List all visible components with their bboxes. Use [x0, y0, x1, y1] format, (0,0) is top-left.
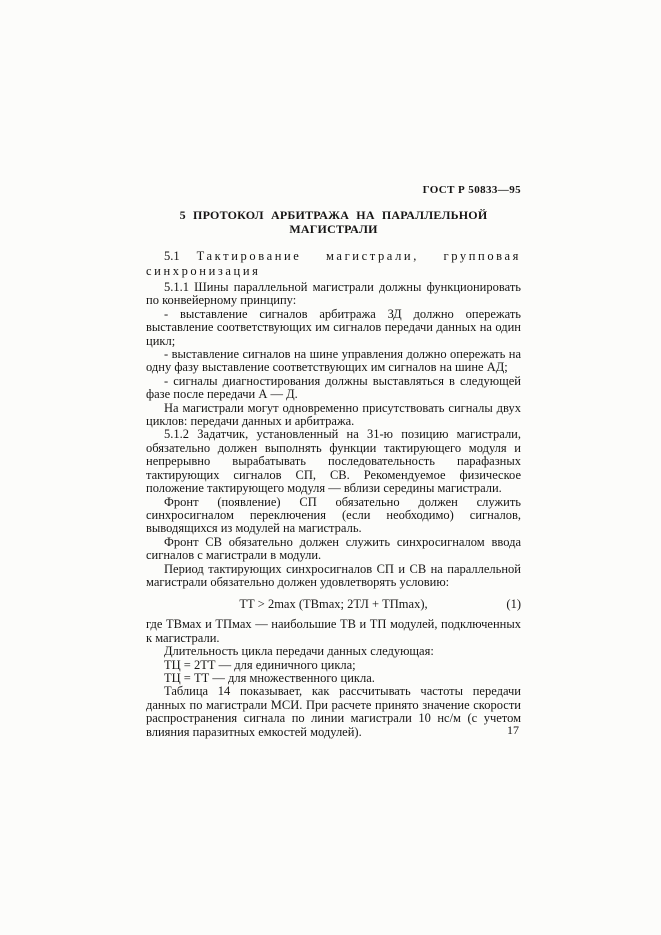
paragraph-tc-single-cycle: ТЦ = 2ТТ — для единичного цикла;: [164, 657, 356, 672]
list-item-dash-3: - сигналы диагностирования должны выставляться в следующей фазе после передачи А — Д.: [146, 373, 521, 402]
paragraph-5-1-2: 5.1.2 Задатчик, установленный на 31-ю позицию магистрали, обязательно должен выполнять функции тактирующего модуля и непрерывно вырабатывать последовательность парафазных тактирующих сигналов СП, СВ. Рекомендуемое физическое положение тактирующего модуля — вблизи середины магистрали.: [146, 427, 521, 496]
formula-expression: ТТ > 2max (ТВmax; 2ТЛ + ТПmax),: [239, 597, 428, 612]
paragraph-period-condition: Период тактирующих синхросигналов СП и СВ на параллельной магистрали обязательно должен удовлетворять условию:: [146, 561, 521, 589]
page-content: [146, 184, 521, 739]
paragraph-cycle-duration: Длительность цикла передачи данных следующая:: [164, 644, 434, 659]
subsection-number: 5.1: [164, 249, 180, 263]
subsection-title: Тактирование магистрали, групповая синхронизация: [146, 249, 522, 278]
standard-designation: ГОСТ Р 50833—95: [422, 184, 521, 196]
section-title: 5 ПРОТОКОЛ АРБИТРАЖА НА ПАРАЛЛЕЛЬНОЙ МАГИСТРАЛИ: [179, 208, 488, 236]
formula-1: [146, 597, 521, 611]
list-item-dash-2: - выставление сигналов на шине управления должно опережать на одну фазу выставление соответствующих им сигналов на шине АД;: [146, 347, 521, 375]
paragraph-front-sv: Фронт СВ обязательно должен служить синхросигналом ввода сигналов с магистрали в модули.: [146, 534, 521, 563]
paragraph-where-clause: где ТВмах и ТПмах — наибольшие ТВ и ТП модулей, подключенных к магистрали.: [146, 617, 521, 645]
paragraph-table-14: Таблица 14 показывает, как рассчитывать частоты передачи данных по магистрали МСИ. При расчете принято значение скорости распространения сигнала по линии магистрали 10 нс/м (с учетом влияния паразитных емкостей модулей).: [146, 684, 521, 739]
paragraph-front-sp: Фронт (появление) СП обязательно должен служить синхросигналом переключения (если необходимо) сигналов, выводящихся из модулей на магистраль.: [146, 494, 521, 536]
list-item-dash-1: - выставление сигналов арбитража ЗД должно опережать выставление соответствующих им сигналов передачи данных на один цикл;: [146, 306, 521, 348]
paragraph-two-cycles: На магистрали могут одновременно присутствовать сигналы двух циклов: передачи данных и арбитража.: [146, 400, 521, 429]
paragraph-tc-multiple-cycle: ТЦ = ТТ — для множественного цикла.: [164, 670, 375, 685]
formula-number: (1): [506, 597, 521, 612]
paragraph-5-1-1: 5.1.1 Шины параллельной магистрали должны функционировать по конвейерному принципу:: [146, 280, 521, 308]
page-number: 17: [507, 723, 519, 737]
subsection-heading: [146, 249, 521, 279]
